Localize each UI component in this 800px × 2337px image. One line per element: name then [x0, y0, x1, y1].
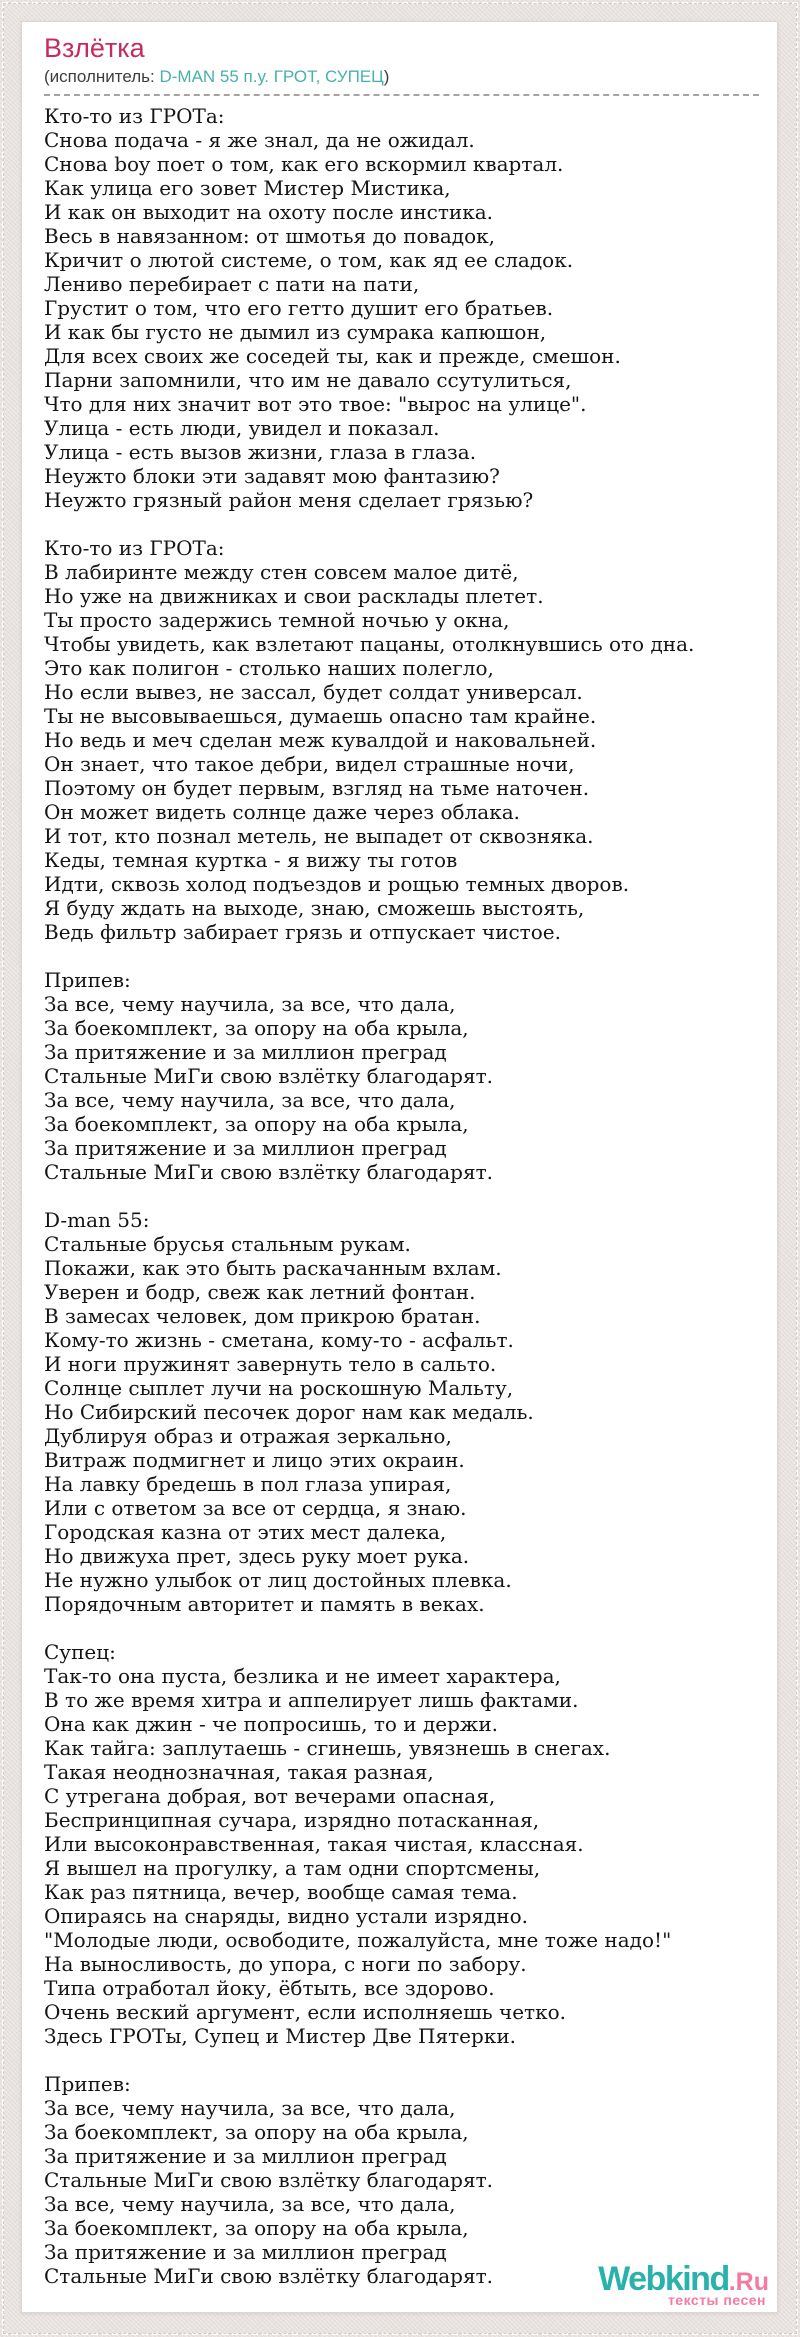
- lyrics-line: В то же время хитра и аппелирует лишь фактами.: [44, 1688, 579, 1712]
- lyrics-line: За притяжение и за миллион преград: [44, 1040, 447, 1064]
- lyrics-line: Я вышел на прогулку, а там одни спортсмены,: [44, 1856, 541, 1880]
- lyrics-line: Витраж подмигнет и лицо этих окраин.: [44, 1448, 465, 1472]
- artist-prefix: (исполнитель:: [44, 67, 160, 86]
- lyrics-line: Он может видеть солнце даже через облака.: [44, 800, 521, 824]
- lyrics-line: Снова подача - я же знал, да не ожидал.: [44, 128, 475, 152]
- lyrics-line: Неужто блоки эти задавят мою фантазию?: [44, 464, 500, 488]
- lyrics-line: Или высоконравственная, такая чистая, классная.: [44, 1832, 584, 1856]
- lyrics-line: За боекомплект, за опору на оба крыла,: [44, 2216, 469, 2240]
- lyrics-line: Но уже на движниках и свои расклады плетет.: [44, 584, 544, 608]
- lyrics-line: Кому-то жизнь - сметана, кому-то - асфальт.: [44, 1328, 514, 1352]
- lyrics-line: Как раз пятница, вечер, вообще самая тема.: [44, 1880, 518, 1904]
- artist-link[interactable]: D-MAN 55 п.у. ГРОТ, СУПЕЦ: [159, 67, 384, 86]
- lyrics-line: За боекомплект, за опору на оба крыла,: [44, 1112, 469, 1136]
- lyrics-line: Кеды, темная куртка - я вижу ты готов: [44, 848, 458, 872]
- lyrics-section: [44, 104, 759, 512]
- lyrics-line: Припев:: [44, 2072, 131, 2096]
- lyrics-line: Идти, сквозь холод подъездов и рощью темных дворов.: [44, 872, 630, 896]
- lyrics-line: Припев:: [44, 968, 131, 992]
- lyrics-line: Она как джин - че попросишь, то и держи.: [44, 1712, 499, 1736]
- lyrics-line: Лениво перебирает с пати на пати,: [44, 272, 420, 296]
- lyrics-line: Ты просто задержись темной ночью у окна,: [44, 608, 510, 632]
- lyrics-line: Супец:: [44, 1640, 116, 1664]
- lyrics-line: Опираясь на снаряды, видно устали изрядно.: [44, 1904, 528, 1928]
- lyrics-line: Парни запомнили, что им не давало ссутулиться,: [44, 368, 572, 392]
- lyrics-line: За притяжение и за миллион преград: [44, 2240, 447, 2264]
- lyrics-section: [44, 1208, 759, 1616]
- lyrics-line: Поэтому он будет первым, взгляд на тьме наточен.: [44, 776, 590, 800]
- lyrics-line: Для всех своих же соседей ты, как и прежде, смешон.: [44, 344, 621, 368]
- lyrics-line: И как бы густо не дымил из сумрака капюшон,: [44, 320, 547, 344]
- lyrics-line: Он знает, что такое дебри, видел страшные ночи,: [44, 752, 575, 776]
- lyrics-line: Чтобы увидеть, как взлетают пацаны, отолкнувшись ото дна.: [44, 632, 695, 656]
- lyrics-line: Кричит о лютой системе, о том, как яд ее сладок.: [44, 248, 574, 272]
- lyrics-line: Как улица его зовет Мистер Мистика,: [44, 176, 451, 200]
- lyrics-line: Стальные МиГи свою взлётку благодарят.: [44, 2264, 494, 2288]
- lyrics-line: Дублируя образ и отражая зеркально,: [44, 1424, 452, 1448]
- lyrics-section: [44, 2072, 759, 2288]
- lyrics-line: Очень веский аргумент, если исполняешь четко.: [44, 2000, 567, 2024]
- lyrics-line: И тот, кто познал метель, не выпадет от сквозняка.: [44, 824, 594, 848]
- lyrics-line: Улица - есть вызов жизни, глаза в глаза.: [44, 440, 477, 464]
- lyrics-line: За притяжение и за миллион преград: [44, 2144, 447, 2168]
- lyrics-line: Здесь ГРОТы, Супец и Мистер Две Пятерки.: [44, 2024, 517, 2048]
- lyrics-line: Снова boy поет о том, как его вскормил квартал.: [44, 152, 564, 176]
- lyrics-section: [44, 968, 759, 1184]
- lyrics-line: И как он выходит на охоту после инстика.: [44, 200, 494, 224]
- lyrics-line: Улица - есть люди, увидел и показал.: [44, 416, 440, 440]
- lyrics-line: За все, чему научила, за все, что дала,: [44, 2096, 456, 2120]
- lyrics-line: Я буду ждать на выходе, знаю, сможешь выстоять,: [44, 896, 585, 920]
- lyrics-line: Кто-то из ГРОТа:: [44, 536, 225, 560]
- lyrics-line: Или с ответом за все от сердца, я знаю.: [44, 1496, 467, 1520]
- lyrics-line: Стальные МиГи свою взлётку благодарят.: [44, 1064, 494, 1088]
- lyrics-line: Что для них значит вот это твое: "вырос на улице".: [44, 392, 587, 416]
- lyrics-line: Солнце сыплет лучи на роскошную Мальту,: [44, 1376, 514, 1400]
- lyrics-line: За притяжение и за миллион преград: [44, 1136, 447, 1160]
- lyrics-line: За все, чему научила, за все, что дала,: [44, 1088, 456, 1112]
- lyrics-line: Но если вывез, не зассал, будет солдат универсал.: [44, 680, 583, 704]
- page-title: Взлётка: [44, 33, 145, 63]
- artist-line: [44, 66, 759, 88]
- lyrics-line: Так-то она пуста, безлика и не имеет характера,: [44, 1664, 561, 1688]
- lyrics-line: Неужто грязный район меня сделает грязью?: [44, 488, 534, 512]
- lyrics-line: В лабиринте между стен совсем малое дитё,: [44, 560, 519, 584]
- lyrics: [44, 104, 759, 2288]
- lyrics-line: Грустит о том, что его гетто душит его братьев.: [44, 296, 554, 320]
- lyrics-line: Стальные МиГи свою взлётку благодарят.: [44, 2168, 494, 2192]
- logo-tagline: тексты песен: [667, 2292, 766, 2308]
- lyrics-line: D-man 55:: [44, 1208, 150, 1232]
- lyrics-line: Ты не высовываешься, думаешь опасно там крайне.: [44, 704, 597, 728]
- logo-webkind-text: Webkind: [598, 2260, 729, 2298]
- lyrics-section: [44, 536, 759, 944]
- lyrics-line: Городская казна от этих мест далека,: [44, 1520, 447, 1544]
- lyrics-line: Беспринципная сучара, изрядно потасканная,: [44, 1808, 540, 1832]
- lyrics-line: Но Сибирский песочек дорог нам как медаль.: [44, 1400, 534, 1424]
- lyrics-line: На выносливость, до упора, с ноги по забору.: [44, 1952, 527, 1976]
- lyrics-line: Весь в навязанном: от шмотья до повадок,: [44, 224, 495, 248]
- lyrics-line: Ведь фильтр забирает грязь и отпускает чистое.: [44, 920, 561, 944]
- lyrics-line: Как тайга: заплутаешь - сгинешь, увязнешь в снегах.: [44, 1736, 611, 1760]
- lyrics-line: Кто-то из ГРОТа:: [44, 104, 225, 128]
- lyrics-line: С утрегана добрая, вот вечерами опасная,: [44, 1784, 496, 1808]
- lyrics-line: Покажи, как это быть раскачанным вхлам.: [44, 1256, 502, 1280]
- lyrics-line: Типа отработал йоку, ёбтыть, все здорово.: [44, 1976, 495, 2000]
- lyrics-line: За боекомплект, за опору на оба крыла,: [44, 1016, 469, 1040]
- lyrics-line: И ноги пружинят завернуть тело в сальто.: [44, 1352, 497, 1376]
- lyrics-line: За боекомплект, за опору на оба крыла,: [44, 2120, 469, 2144]
- lyrics-line: Стальные МиГи свою взлётку благодарят.: [44, 1160, 494, 1184]
- webkind-logo-link[interactable]: [598, 2262, 769, 2307]
- lyrics-line: Стальные брусья стальным рукам.: [44, 1232, 411, 1256]
- artist-suffix: ): [383, 67, 390, 86]
- lyrics-line: Не нужно улыбок от лиц достойных плевка.: [44, 1568, 512, 1592]
- lyrics-line: "Молодые люди, освободите, пожалуйста, мне тоже надо!": [44, 1928, 672, 1952]
- lyrics-line: Это как полигон - столько наших полегло,: [44, 656, 494, 680]
- lyrics-section: [44, 1640, 759, 2048]
- lyrics-line: На лавку бредешь в пол глаза упирая,: [44, 1472, 452, 1496]
- lyrics-line: Порядочным авторитет и память в веках.: [44, 1592, 485, 1616]
- lyrics-line: Но движуха прет, здесь руку моет рука.: [44, 1544, 470, 1568]
- lyrics-line: В замесах человек, дом прикрою братан.: [44, 1304, 481, 1328]
- lyrics-line: Но ведь и меч сделан меж кувалдой и наковальней.: [44, 728, 597, 752]
- lyrics-line: За все, чему научила, за все, что дала,: [44, 2192, 456, 2216]
- header-separator: [44, 94, 759, 96]
- lyrics-card: [21, 21, 778, 2313]
- logo-ru-text: .Ru: [728, 2268, 769, 2296]
- lyrics-line: Такая неоднозначная, такая разная,: [44, 1760, 434, 1784]
- lyrics-line: За все, чему научила, за все, что дала,: [44, 992, 456, 1016]
- lyrics-line: Уверен и бодр, свеж как летний фонтан.: [44, 1280, 476, 1304]
